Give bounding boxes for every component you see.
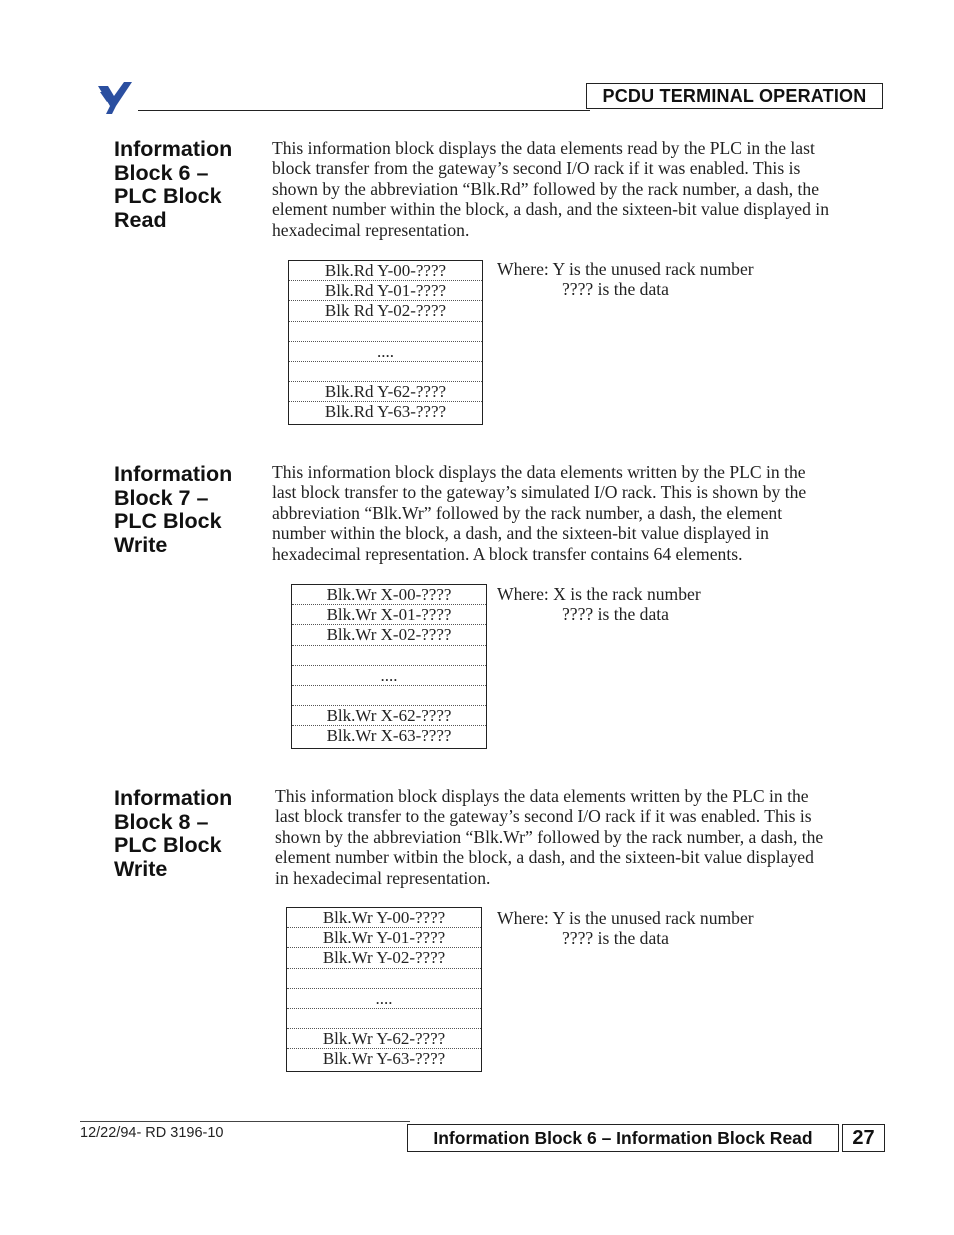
table-row: Blk Rd Y-02-???? — [289, 301, 482, 321]
paragraph-line: hexadecimal representation. A block transfer contains 64 elements. — [272, 543, 743, 564]
where-legend-block-7 — [497, 584, 701, 625]
where-line: ???? is the data — [562, 604, 669, 625]
display-table-block-7 — [291, 584, 487, 749]
section-paragraph-block-8 — [275, 786, 823, 888]
section-paragraph-block-7 — [272, 462, 806, 564]
table-row: Blk.Rd Y-00-???? — [289, 261, 482, 281]
paragraph-line: block transfer from the gateway’s second I/O rack if it was enabled. This is — [272, 158, 801, 179]
page-number: 27 — [842, 1124, 885, 1152]
section-heading-block-7 — [114, 463, 254, 557]
where-line: Where: Y is the unused rack number — [497, 259, 754, 279]
table-row — [292, 646, 486, 666]
heading-line: PLC Block — [114, 509, 222, 533]
company-logo-icon — [98, 82, 132, 114]
table-row: Blk.Wr X-02-???? — [292, 625, 486, 645]
paragraph-line: last block transfer to the gateway’s simulated I/O rack. This is shown by the — [272, 482, 807, 503]
where-legend-block-6 — [497, 259, 754, 300]
table-row: Blk.Wr Y-00-???? — [287, 908, 481, 928]
paragraph-line: element number within the block, a dash, and the sixteen-bit value displayed in — [272, 199, 829, 220]
heading-line: Write — [114, 532, 168, 557]
display-table-block-8 — [286, 907, 482, 1072]
where-line: Where: Y is the unused rack number — [497, 908, 754, 928]
paragraph-line: in hexadecimal representation. — [275, 867, 491, 888]
section-paragraph-block-6 — [272, 138, 829, 240]
paragraph-line: shown by the abbreviation “Blk.Wr” followed by the rack number, a dash, the — [275, 826, 824, 847]
table-row: .... — [289, 342, 482, 362]
table-row — [287, 969, 481, 989]
table-row: Blk.Rd Y-63-???? — [324, 402, 447, 422]
table-row — [287, 1009, 481, 1029]
heading-line: Write — [114, 856, 168, 881]
header-rule — [138, 110, 590, 111]
table-row: Blk.Wr X-00-???? — [292, 585, 486, 605]
table-row: Blk.Wr X-63-???? — [326, 726, 452, 746]
paragraph-line: shown by the abbreviation “Blk.Rd” followed by the rack number, a dash, the — [272, 178, 820, 199]
heading-line: Block 8 – — [114, 809, 209, 834]
display-table-block-6 — [288, 260, 483, 425]
where-line: ???? is the data — [562, 279, 669, 300]
heading-line: Information — [114, 462, 233, 486]
section-heading-block-8 — [114, 787, 254, 881]
paragraph-line: element number witbin the block, a dash, and the sixteen-bit value displayed — [275, 847, 814, 868]
paragraph-line: abbreviation “Blk.Wr” followed by the rack number, a dash, the element — [272, 502, 783, 523]
paragraph-line: last block transfer to the gateway’s second I/O rack if it was enabled. This is — [275, 806, 812, 827]
section-heading-block-6 — [114, 138, 254, 232]
table-row: Blk.Rd Y-62-???? — [289, 382, 482, 402]
heading-line: PLC Block — [114, 833, 222, 857]
footer-date-code: 12/22/94- RD 3196-10 — [80, 1125, 224, 1141]
table-row — [292, 686, 486, 706]
table-row: Blk.Wr Y-63-???? — [322, 1049, 446, 1069]
paragraph-line: hexadecimal representation. — [272, 219, 470, 240]
page-header-title: PCDU TERMINAL OPERATION — [586, 83, 883, 109]
heading-line: Information — [114, 137, 233, 161]
heading-line: PLC Block — [114, 184, 222, 208]
table-row: .... — [287, 989, 481, 1009]
footer-rule — [80, 1121, 410, 1122]
paragraph-line: number within the block, a dash, and the sixteen-bit value displayed in — [272, 523, 769, 544]
table-row: Blk.Wr X-01-???? — [292, 605, 486, 625]
heading-line: Read — [114, 207, 167, 232]
paragraph-line: This information block displays the data elements read by the PLC in the last — [272, 138, 815, 158]
paragraph-line: This information block displays the data elements written by the PLC in the — [275, 786, 809, 806]
table-row — [289, 362, 482, 382]
table-row — [289, 322, 482, 342]
heading-line: Block 6 – — [114, 160, 209, 185]
table-row: Blk.Wr X-62-???? — [292, 706, 486, 726]
heading-line: Block 7 – — [114, 485, 209, 510]
table-row: Blk.Wr Y-01-???? — [287, 928, 481, 948]
paragraph-line: This information block displays the data elements written by the PLC in the — [272, 462, 806, 482]
footer-section-title: Information Block 6 – Information Block Read — [407, 1124, 839, 1152]
table-row: Blk.Wr Y-62-???? — [287, 1029, 481, 1049]
table-row: .... — [292, 666, 486, 686]
heading-line: Information — [114, 786, 233, 810]
table-row: Blk.Rd Y-01-???? — [289, 281, 482, 301]
where-legend-block-8 — [497, 908, 754, 949]
where-line: Where: X is the rack number — [497, 584, 701, 604]
table-row: Blk.Wr Y-02-???? — [287, 948, 481, 968]
where-line: ???? is the data — [562, 928, 669, 949]
